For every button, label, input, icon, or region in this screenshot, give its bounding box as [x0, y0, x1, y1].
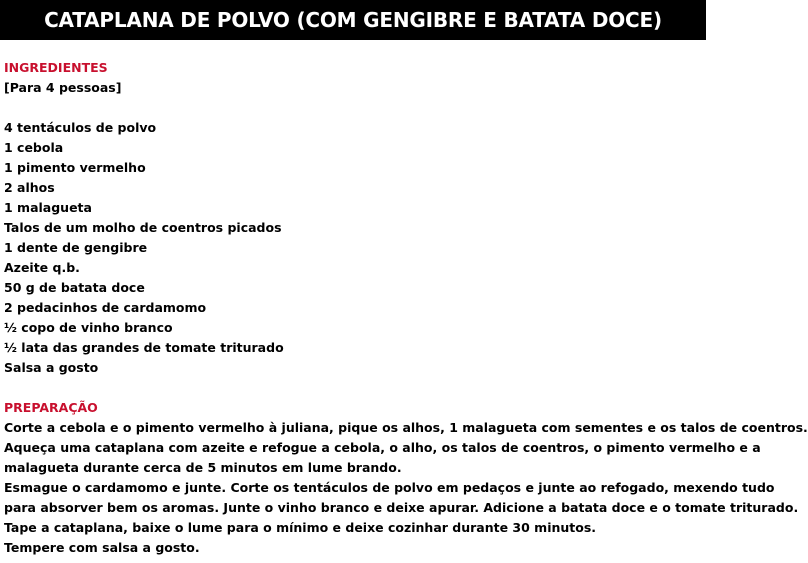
page-title: CATAPLANA DE POLVO (COM GENGIBRE E BATATA DOCE)	[0, 0, 706, 40]
ingredient-item: ½ copo de vinho branco	[4, 320, 173, 335]
preparation-line: Tempere com salsa a gosto.	[4, 540, 200, 555]
ingredient-item: 1 cebola	[4, 140, 64, 155]
preparation-line: Esmague o cardamomo e junte. Corte os tentáculos de polvo em pedaços e junte ao refogado, mexendo tudo	[4, 480, 775, 495]
spacer	[4, 378, 704, 398]
preparation-line: malagueta durante cerca de 5 minutos em lume brando.	[4, 460, 402, 475]
ingredient-item: 1 malagueta	[4, 200, 92, 215]
ingredients-list	[4, 118, 704, 378]
ingredient-item: 50 g de batata doce	[4, 280, 145, 295]
preparation-line: Aqueça uma cataplana com azeite e refogue a cebola, o alho, os talos de coentros, o pimento vermelho e a	[4, 440, 761, 455]
ingredient-item: 4 tentáculos de polvo	[4, 120, 157, 135]
recipe-body	[4, 58, 808, 558]
preparation-text	[4, 418, 808, 558]
servings-note: [Para 4 pessoas]	[4, 80, 122, 95]
ingredient-item: 2 alhos	[4, 180, 55, 195]
ingredient-item: Talos de um molho de coentros picados	[4, 220, 282, 235]
preparation-line: Tape a cataplana, baixe o lume para o mínimo e deixe cozinhar durante 30 minutos.	[4, 520, 597, 535]
ingredient-item: ½ lata das grandes de tomate triturado	[4, 340, 284, 355]
ingredient-item: Azeite q.b.	[4, 260, 80, 275]
ingredients-heading: INGREDIENTES	[4, 60, 108, 75]
preparation-heading: PREPARAÇÃO	[4, 400, 98, 415]
ingredient-item: Salsa a gosto	[4, 360, 99, 375]
ingredient-item: 2 pedacinhos de cardamomo	[4, 300, 207, 315]
preparation-line: para absorver bem os aromas. Junte o vinho branco e deixe apurar. Adicione a batata doce e o tomate triturado.	[4, 500, 799, 515]
ingredient-item: 1 dente de gengibre	[4, 240, 148, 255]
ingredient-item: 1 pimento vermelho	[4, 160, 146, 175]
spacer	[4, 98, 704, 118]
preparation-line: Corte a cebola e o pimento vermelho à juliana, pique os alhos, 1 malagueta com sementes e os talos de coentros.	[4, 420, 808, 435]
